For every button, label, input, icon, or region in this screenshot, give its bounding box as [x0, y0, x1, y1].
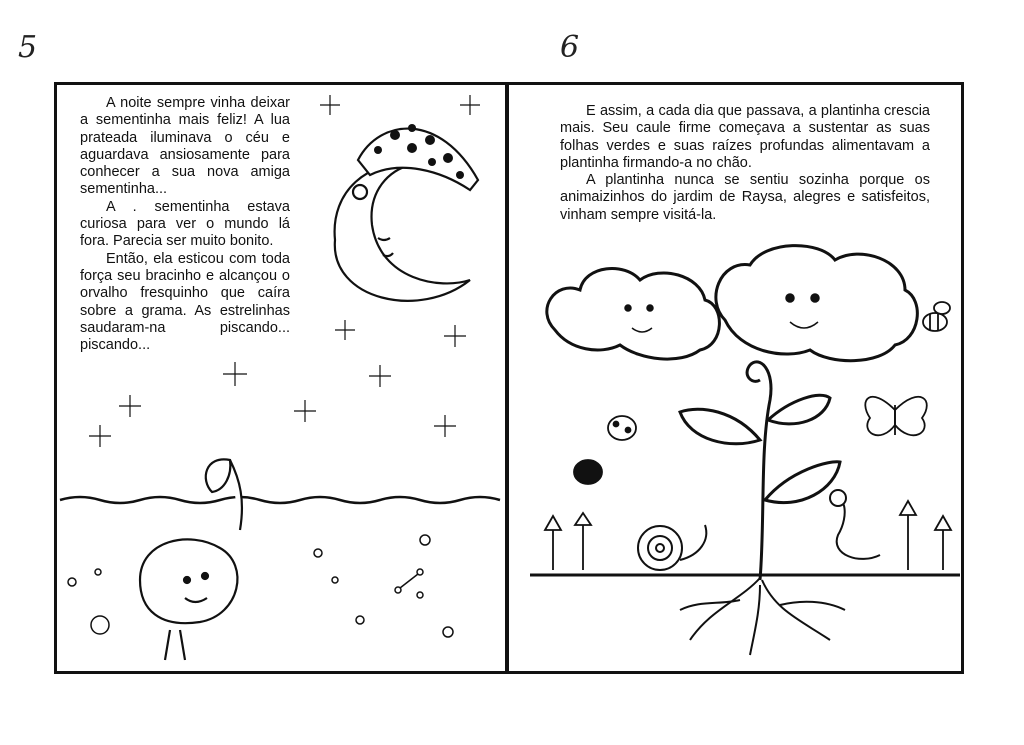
- left-paragraph-2: A . sementinha estava curiosa para ver o mundo lá fora. Parecia ser muito bonito.: [80, 198, 290, 250]
- left-paragraph-1: A noite sempre vinha deixar a sementinha mais feliz! A lua prateada iluminava o céu e aguardava ansiosamente para conhecer a sua nova amiga sementinha...: [80, 95, 290, 198]
- butterfly-icon: [865, 397, 926, 435]
- plant-icon: [680, 362, 840, 580]
- tulip-icon: [545, 501, 951, 570]
- right-paragraph-2: A plantinha nunca se sentiu sozinha porque os animaizinhos do jardim de Raysa, alegres e satisfeitos, vinham sempre visitá-la.: [560, 172, 930, 223]
- cloud-face-icon: [547, 246, 918, 361]
- worm-icon: [830, 490, 880, 559]
- right-paragraph-1: E assim, a cada dia que passava, a plantinha crescia mais. Seu caule firme começava a sustentar as suas folhas verdes e suas raízes profundas alimentavam a plantinha firmando-a no chão.: [560, 103, 930, 171]
- page-number-right: 6: [560, 30, 580, 65]
- bee-icon: [923, 302, 950, 331]
- page-number-left: 5: [18, 30, 38, 65]
- snail-icon: [638, 525, 706, 570]
- ladybug-icon: [574, 416, 636, 484]
- roots-icon: [680, 578, 845, 655]
- left-paragraph-3: Então, ela esticou com toda força seu bracinho e alcançou o orvalho fresquinho que caíra sobre a grama. As estrelinhas saudaram-na piscando... piscando...: [80, 250, 290, 354]
